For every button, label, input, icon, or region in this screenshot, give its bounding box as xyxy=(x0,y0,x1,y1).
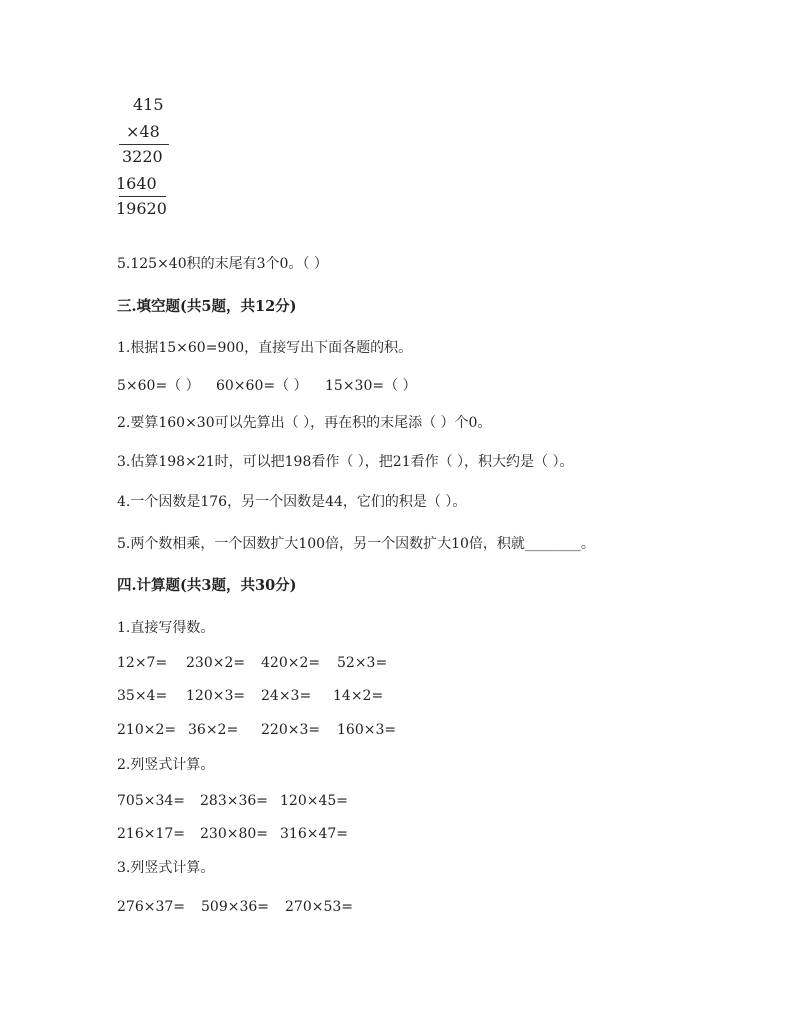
vertical-calc-item: 283×36= xyxy=(200,793,268,809)
calc-item: 14×2= xyxy=(333,688,384,704)
fill-question-5: 5.两个数相乘，一个因数扩大100倍，另一个因数扩大10倍，积就________。 xyxy=(117,536,595,552)
vertical-calc-item: 705×34= xyxy=(117,793,185,809)
vertical-calc-item: 270×53= xyxy=(285,899,353,915)
vertical-calc-item: 316×47= xyxy=(280,826,348,842)
calc-item: 35×4= xyxy=(117,688,168,704)
vertical-calc-item: 276×37= xyxy=(117,899,185,915)
rule-1 xyxy=(119,144,169,145)
multiplier: ×48 xyxy=(126,122,160,141)
vertical-calc-item: 120×45= xyxy=(280,793,348,809)
calc-question-3: 3.列竖式计算。 xyxy=(117,860,215,876)
calc-question-1: 1.直接写得数。 xyxy=(117,620,215,636)
calc-item: 12×7= xyxy=(117,655,168,671)
fill-question-2: 2.要算160×30可以先算出（ ），再在积的末尾添（ ）个0。 xyxy=(117,415,492,431)
partial-product-2: 1640 xyxy=(116,174,157,193)
calc-item: 120×3= xyxy=(186,688,246,704)
calc-item: 160×3= xyxy=(337,722,397,738)
judge-question-5: 5.125×40积的末尾有3个0。（ ） xyxy=(117,256,328,272)
section-4-title: 四.计算题(共3题，共30分) xyxy=(117,577,297,594)
fill-question-3: 3.估算198×21时，可以把198看作（ ），把21看作（ ），积大约是（ ）。 xyxy=(117,454,574,470)
vertical-calc-item: 230×80= xyxy=(200,826,268,842)
multiplicand: 415 xyxy=(133,95,164,114)
calc-item: 210×2= xyxy=(117,722,177,738)
rule-2 xyxy=(119,196,166,197)
calc-item: 420×2= xyxy=(261,655,321,671)
fill-question-4: 4.一个因数是176，另一个因数是44，它们的积是（ ）。 xyxy=(117,494,467,510)
fill-question-1: 1.根据15×60=900，直接写出下面各题的积。 xyxy=(117,340,413,356)
calc-item: 230×2= xyxy=(186,655,246,671)
calc-item: 220×3= xyxy=(261,722,321,738)
vertical-calc-item: 216×17= xyxy=(117,826,185,842)
fill-item: 15×30=（ ） xyxy=(325,378,417,394)
final-product: 19620 xyxy=(116,199,167,218)
fill-item: 5×60=（ ） xyxy=(117,378,200,394)
calc-item: 36×2= xyxy=(188,722,239,738)
vertical-calc-item: 509×36= xyxy=(201,899,269,915)
calc-question-2: 2.列竖式计算。 xyxy=(117,757,215,773)
partial-product-1: 3220 xyxy=(122,147,163,166)
fill-item: 60×60=（ ） xyxy=(216,378,308,394)
calc-item: 52×3= xyxy=(337,655,388,671)
calc-item: 24×3= xyxy=(261,688,312,704)
section-3-title: 三.填空题(共5题，共12分) xyxy=(117,298,297,315)
